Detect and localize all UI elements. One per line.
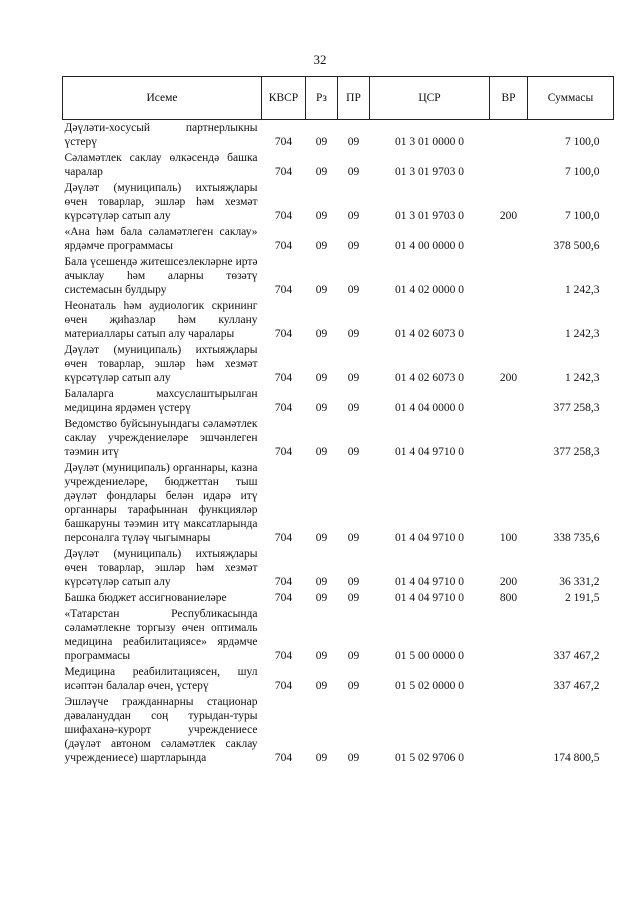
row-csr: 01 5 00 0000 0	[395, 650, 464, 662]
row-kvsr: 704	[274, 650, 293, 662]
row-vr	[490, 298, 528, 342]
row-rz: 09	[315, 328, 328, 340]
row-vr: 100	[499, 532, 518, 544]
row-name: Медицина реабилитациясен, шул исәптән балалар өчен, үстерү	[64, 666, 258, 692]
row-rz: 09	[315, 680, 328, 692]
row-rz: 09	[315, 284, 328, 296]
row-pr: 09	[347, 166, 360, 178]
row-vr	[490, 606, 528, 664]
row-name: Сәламәтлек саклау өлкәсендә башка чаралар	[64, 152, 258, 178]
row-vr	[490, 150, 528, 180]
row-pr: 09	[347, 446, 360, 458]
row-rz: 09	[315, 752, 328, 764]
page-number: 32	[313, 52, 327, 67]
row-sum: 337 467,2	[553, 650, 600, 662]
header-vr: ВР	[490, 77, 528, 120]
row-name: Балаларга махсуслаштырылган медицина ярдәмен үстерү	[64, 388, 258, 414]
row-vr	[490, 224, 528, 254]
row-csr: 01 4 02 6073 0	[395, 328, 464, 340]
row-csr: 01 5 02 9706 0	[395, 752, 464, 764]
row-vr	[490, 664, 528, 694]
row-csr: 01 4 04 9710 0	[395, 576, 464, 588]
row-vr	[490, 120, 528, 151]
row-vr: 200	[499, 576, 518, 588]
row-vr	[490, 416, 528, 460]
row-sum: 1 242,3	[565, 328, 600, 340]
table-row	[63, 180, 614, 224]
row-pr: 09	[347, 210, 360, 222]
row-rz: 09	[315, 166, 328, 178]
table-row	[63, 416, 614, 460]
row-csr: 01 4 04 0000 0	[395, 402, 464, 414]
row-sum: 7 100,0	[565, 210, 600, 222]
row-name: Ведомство буйсынуындагы сәламәтлек саклау учреждениеләре эшчәнлеген тәэмин итү	[64, 418, 258, 458]
row-kvsr: 704	[274, 532, 293, 544]
row-pr: 09	[347, 752, 360, 764]
row-rz: 09	[315, 446, 328, 458]
row-name: Дәүләт (муниципаль) органнары, казна учреждениеләре, бюджеттан тыш дәүләт фондлары белән идарә итү органнары тарафыннан функцияләр башкаруны тәэмин итү максатларында персоналга түләү чыгымнары	[64, 462, 258, 544]
table-row	[63, 694, 614, 766]
row-kvsr: 704	[274, 210, 293, 222]
row-name: Дәүләти-хосусый партнерлыкны үстерү	[64, 122, 258, 148]
row-rz: 09	[315, 136, 328, 148]
row-kvsr: 704	[274, 446, 293, 458]
table-row	[63, 386, 614, 416]
row-pr: 09	[347, 532, 360, 544]
row-pr: 09	[347, 402, 360, 414]
row-name: «Татарстан Республикасында сәламәтлекне торгызу өчен оптималь медицина реабилитациясе» ярдәмче программасы	[64, 608, 258, 662]
row-sum: 2 191,5	[565, 592, 600, 604]
row-csr: 01 3 01 9703 0	[395, 166, 464, 178]
table-row	[63, 120, 614, 151]
row-pr: 09	[347, 372, 360, 384]
row-pr: 09	[347, 680, 360, 692]
row-name: Бала үсешендә житешсезлекләрне иртә ачыклау һәм аларны төзәтү системасын булдыру	[64, 256, 258, 296]
row-sum: 378 500,6	[553, 240, 600, 252]
row-vr: 200	[499, 210, 518, 222]
row-csr: 01 3 01 0000 0	[395, 136, 464, 148]
row-vr	[490, 254, 528, 298]
row-name: «Ана һәм бала сәламәтлеген саклау» ярдәмче программасы	[64, 226, 258, 252]
row-kvsr: 704	[274, 372, 293, 384]
row-name: Башка бюджет ассигнованиеләре	[64, 592, 227, 604]
row-kvsr: 704	[274, 752, 293, 764]
row-pr: 09	[347, 328, 360, 340]
row-sum: 337 467,2	[553, 680, 600, 692]
row-name: Дәүләт (муниципаль) ихтыяҗлары өчен товарлар, эшләр һәм хезмәт күрсәтүләр сатып алу	[64, 344, 258, 384]
row-kvsr: 704	[274, 284, 293, 296]
row-sum: 7 100,0	[565, 166, 600, 178]
table-row	[63, 342, 614, 386]
row-kvsr: 704	[274, 592, 293, 604]
row-sum: 174 800,5	[553, 752, 600, 764]
row-sum: 377 258,3	[553, 446, 600, 458]
row-kvsr: 704	[274, 240, 293, 252]
row-name: Эшләүче гражданнарны стационар дәвалануддан соң турыдан-туры шифаханә-курорт учреждениесе (дәүләт автоном сәламәтлек саклау учреждениесе) шартларында	[64, 696, 258, 764]
table-row	[63, 546, 614, 590]
table-row	[63, 460, 614, 546]
row-csr: 01 3 01 9703 0	[395, 210, 464, 222]
header-pr: ПР	[338, 77, 370, 120]
table-row	[63, 254, 614, 298]
row-rz: 09	[315, 210, 328, 222]
row-vr: 800	[499, 592, 518, 604]
table-row	[63, 606, 614, 664]
header-kvsr: КВСР	[262, 77, 306, 120]
row-kvsr: 704	[274, 136, 293, 148]
row-rz: 09	[315, 532, 328, 544]
row-vr	[490, 694, 528, 766]
row-rz: 09	[315, 592, 328, 604]
row-sum: 338 735,6	[553, 532, 600, 544]
row-kvsr: 704	[274, 402, 293, 414]
header-name: Исеме	[63, 77, 262, 120]
row-pr: 09	[347, 136, 360, 148]
table-row	[63, 298, 614, 342]
row-pr: 09	[347, 240, 360, 252]
row-kvsr: 704	[274, 576, 293, 588]
row-sum: 36 331,2	[559, 576, 600, 588]
row-csr: 01 4 02 6073 0	[395, 372, 464, 384]
row-csr: 01 4 04 9710 0	[395, 446, 464, 458]
row-kvsr: 704	[274, 166, 293, 178]
table-row	[63, 150, 614, 180]
header-rz: Рз	[306, 77, 338, 120]
row-vr	[490, 386, 528, 416]
row-sum: 1 242,3	[565, 372, 600, 384]
row-kvsr: 704	[274, 680, 293, 692]
row-sum: 377 258,3	[553, 402, 600, 414]
row-csr: 01 4 04 9710 0	[395, 592, 464, 604]
row-kvsr: 704	[274, 328, 293, 340]
row-pr: 09	[347, 284, 360, 296]
row-sum: 7 100,0	[565, 136, 600, 148]
row-csr: 01 5 02 0000 0	[395, 680, 464, 692]
budget-table	[62, 76, 614, 766]
row-name: Дәүләт (муниципаль) ихтыяҗлары өчен товарлар, эшләр һәм хезмәт күрсәтүләр сатып алу	[64, 548, 258, 588]
row-pr: 09	[347, 650, 360, 662]
header-csr: ЦСР	[370, 77, 490, 120]
table-row	[63, 664, 614, 694]
row-csr: 01 4 00 0000 0	[395, 240, 464, 252]
row-name: Дәүләт (муниципаль) ихтыяҗлары өчен товарлар, эшләр һәм хезмәт күрсәтүләр сатып алу	[64, 182, 258, 222]
row-vr: 200	[499, 372, 518, 384]
table-header-row	[63, 77, 614, 120]
row-rz: 09	[315, 240, 328, 252]
table-row	[63, 590, 614, 606]
row-csr: 01 4 04 9710 0	[395, 532, 464, 544]
header-sum: Суммасы	[528, 77, 614, 120]
row-name: Неонаталь һәм аудиологик скрининг өчен җиһазлар һәм куллану материаллары сатып алу чаралары	[64, 300, 258, 340]
row-rz: 09	[315, 372, 328, 384]
row-csr: 01 4 02 0000 0	[395, 284, 464, 296]
row-sum: 1 242,3	[565, 284, 600, 296]
row-rz: 09	[315, 402, 328, 414]
row-pr: 09	[347, 592, 360, 604]
table-row	[63, 224, 614, 254]
row-pr: 09	[347, 576, 360, 588]
row-rz: 09	[315, 650, 328, 662]
row-rz: 09	[315, 576, 328, 588]
